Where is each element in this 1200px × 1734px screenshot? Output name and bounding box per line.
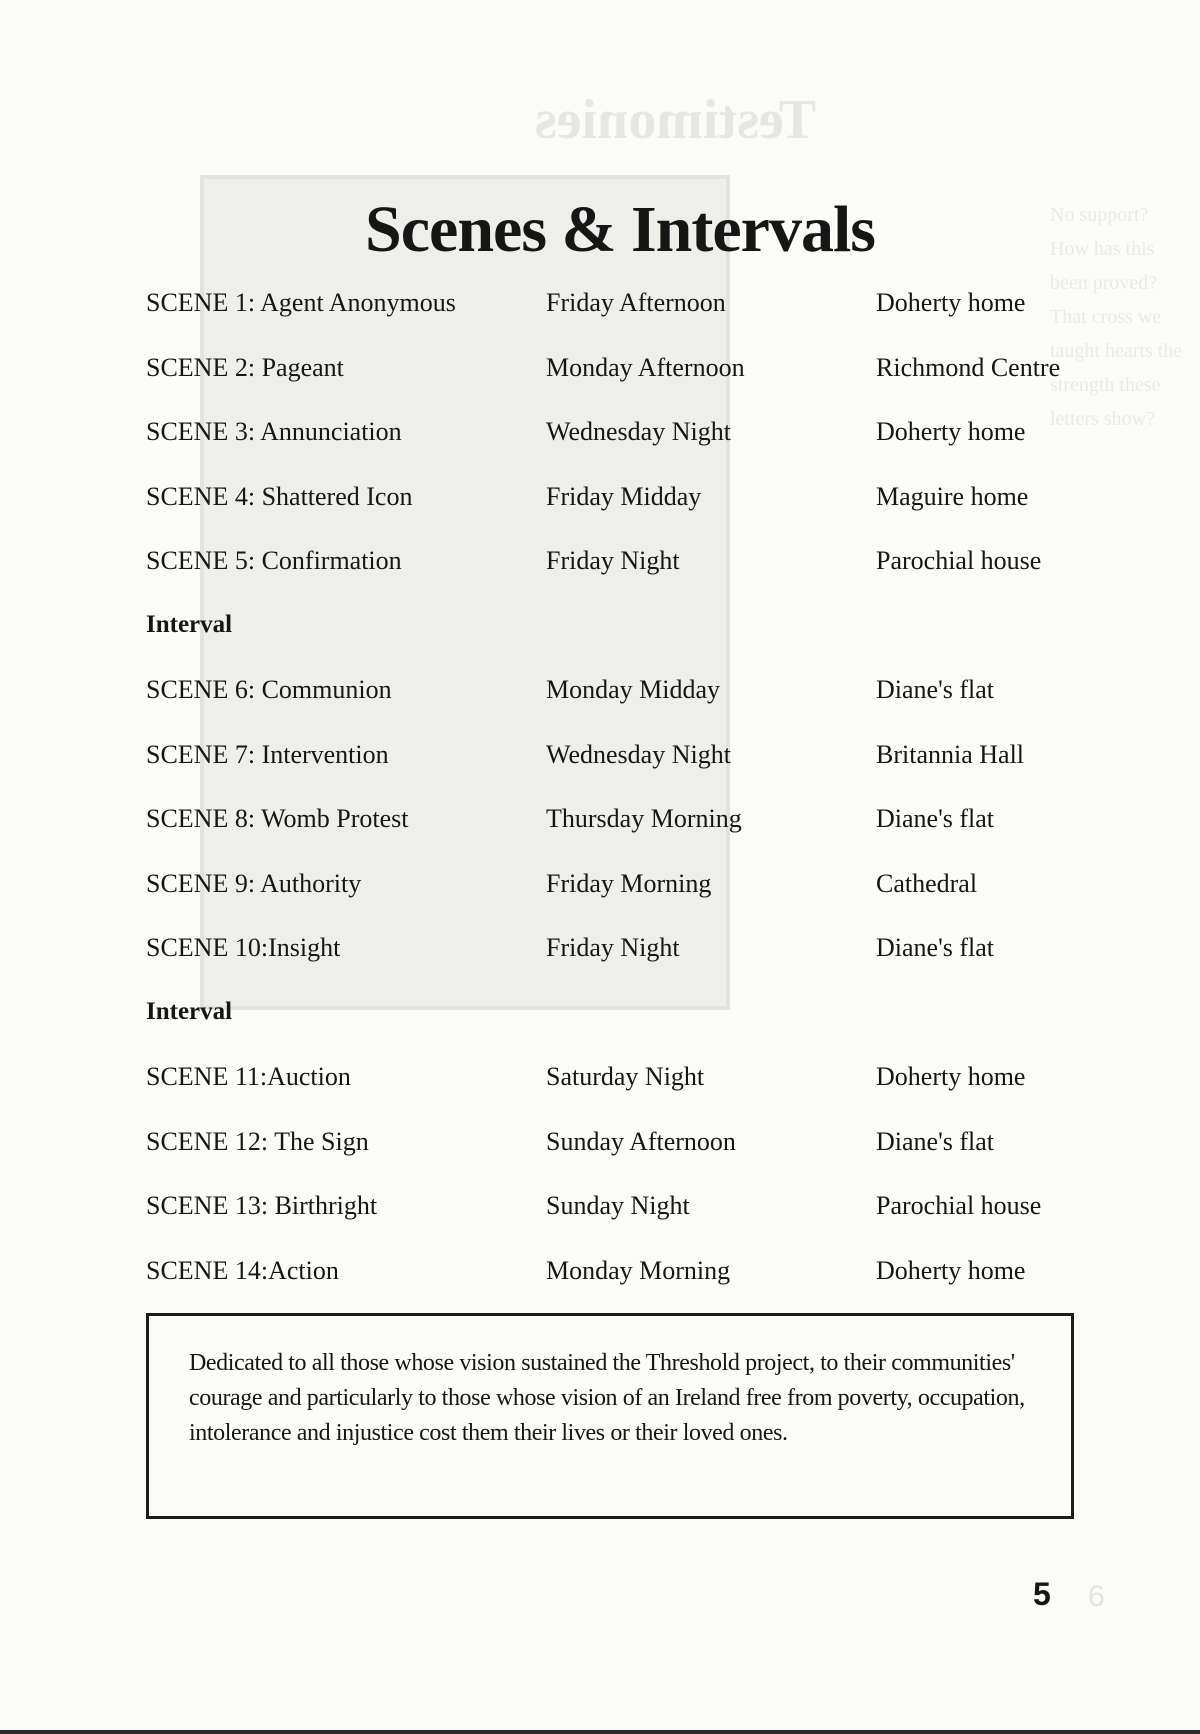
scene-location: Cathedral (876, 868, 978, 898)
scene-time: Friday Night (546, 933, 680, 962)
scene-location: Doherty home (876, 288, 1026, 317)
scene-location: Doherty home (876, 1255, 1026, 1285)
interval-label: Interval (146, 610, 233, 638)
scene-time: Monday Afternoon (546, 352, 745, 382)
show-through-column-text: No support? How has this been proved? That cross we taught hearts the strength these letters show? (1050, 204, 1183, 430)
scene-name: SCENE 2: Pageant (146, 352, 344, 382)
scene-row (146, 288, 1106, 353)
scene-name: SCENE 11:Auction (146, 1062, 351, 1091)
scene-time: Sunday Afternoon (546, 1126, 736, 1156)
scene-row (146, 1127, 1106, 1192)
page-number: 5 (1033, 1576, 1051, 1612)
scene-row (146, 804, 1106, 869)
scene-name: SCENE 6: Communion (146, 675, 392, 704)
scene-name: SCENE 8: Womb Protest (146, 804, 409, 833)
scene-time: Sunday Night (546, 1191, 690, 1220)
interval-heading (146, 998, 1106, 1063)
scene-location: Diane's flat (876, 675, 995, 704)
scene-name: SCENE 12: The Sign (146, 1126, 369, 1156)
scene-name: SCENE 5: Confirmation (146, 546, 402, 575)
scene-row (146, 1062, 1106, 1127)
dedication-box: Dedicated to all those whose vision sustained the Threshold project, to their communities' courage and particularly to those whose vision of an Ireland free from poverty, occupation, intolerance and injustice cost them their lives or their loved ones. (146, 1313, 1074, 1519)
scene-name: SCENE 14:Action (146, 1255, 339, 1285)
scene-row (146, 482, 1106, 547)
scene-name: SCENE 1: Agent Anonymous (146, 288, 456, 317)
scene-row (146, 675, 1106, 740)
scene-time: Wednesday Night (546, 739, 731, 769)
show-through-heading: Testimonies (535, 89, 817, 151)
scene-row (146, 1256, 1106, 1321)
scene-time: Wednesday Night (546, 417, 731, 446)
scene-name: SCENE 9: Authority (146, 868, 362, 898)
scene-row (146, 1191, 1106, 1256)
page-title: Scenes & Intervals (365, 193, 875, 266)
scene-row (146, 546, 1106, 611)
scene-name: SCENE 13: Birthright (146, 1191, 378, 1220)
scene-row (146, 417, 1106, 482)
scene-row (146, 869, 1106, 934)
scene-name: SCENE 7: Intervention (146, 739, 389, 769)
interval-heading (146, 611, 1106, 676)
scene-name: SCENE 3: Annunciation (146, 417, 402, 446)
scene-location: Richmond Centre (876, 352, 1061, 382)
scene-location: Diane's flat (876, 804, 995, 833)
scene-time: Thursday Morning (546, 804, 742, 833)
scene-location: Doherty home (876, 1062, 1026, 1091)
scene-time: Monday Morning (546, 1255, 731, 1285)
page-bottom-edge (0, 1730, 1200, 1734)
scene-row (146, 740, 1106, 805)
scene-row (146, 353, 1106, 418)
scene-time: Saturday Night (546, 1062, 705, 1091)
scene-location: Britannia Hall (876, 739, 1025, 769)
scene-list (146, 288, 1106, 1320)
scene-name: SCENE 4: Shattered Icon (146, 481, 413, 511)
scene-time: Monday Midday (546, 675, 721, 704)
scene-location: Diane's flat (876, 1126, 995, 1156)
scene-name: SCENE 10:Insight (146, 933, 341, 962)
scene-location: Parochial house (876, 546, 1042, 575)
show-through-page-number: 6 (1088, 1580, 1105, 1613)
interval-label: Interval (146, 997, 233, 1025)
scene-row (146, 933, 1106, 998)
scene-location: Parochial house (876, 1191, 1042, 1220)
scene-time: Friday Midday (546, 481, 702, 511)
scene-location: Diane's flat (876, 933, 995, 962)
scene-time: Friday Night (546, 546, 680, 575)
scene-time: Friday Morning (546, 868, 712, 898)
scene-location: Maguire home (876, 481, 1029, 511)
scene-location: Doherty home (876, 417, 1026, 446)
scene-time: Friday Afternoon (546, 288, 726, 317)
